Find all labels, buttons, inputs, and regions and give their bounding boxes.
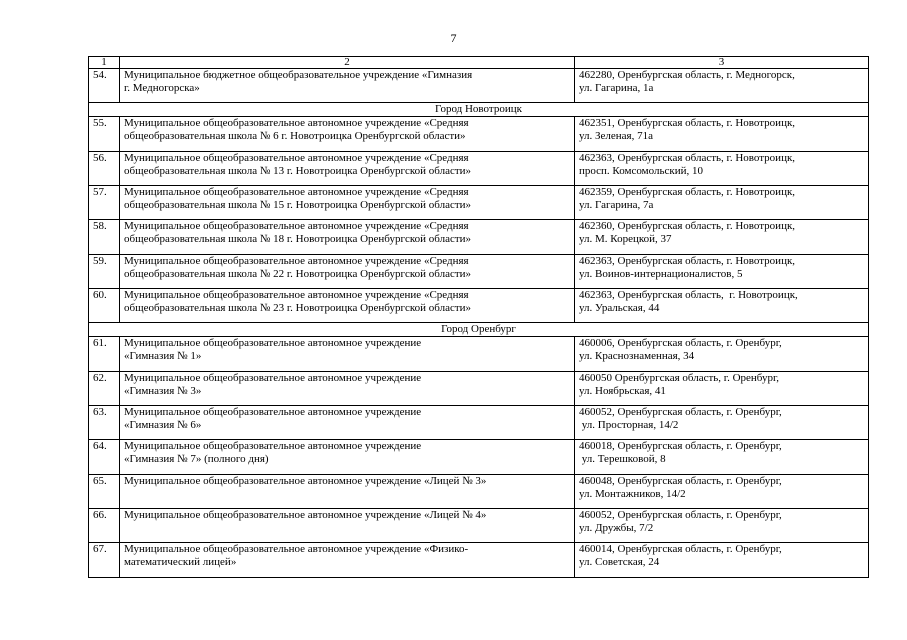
row-number: 60. [89, 289, 120, 323]
address-line: ул. Гагарина, 7а [579, 199, 654, 212]
institution-name-line: Муниципальное бюджетное общеобразовательное учреждение «Гимназия [124, 69, 473, 81]
address-line: 462280, Оренбургская область, г. Медногорск, [579, 69, 795, 81]
address-line: 460050 Оренбургская область, г. Оренбург, [579, 371, 779, 384]
address-line: ул. Советская, 24 [579, 556, 660, 569]
institution-name-line: Муниципальное общеобразовательное автономное учреждение [124, 406, 422, 419]
institution-name [120, 371, 575, 405]
row-number: 57. [89, 186, 120, 220]
institution-name [120, 151, 575, 185]
institution-name [120, 117, 575, 151]
address-line: 462351, Оренбургская область, г. Новотроицк, [579, 117, 796, 130]
institution-name [120, 509, 575, 543]
address-line: 460006, Оренбургская область, г. Оренбург, [579, 337, 782, 350]
institution-name-line: Муниципальное общеобразовательное автономное учреждение «Средняя [124, 151, 469, 164]
table-header-row [89, 57, 869, 69]
address-line: ул. Монтажников, 14/2 [579, 487, 686, 500]
institution-name-line: Муниципальное общеобразовательное автономное учреждение «Средняя [124, 254, 469, 267]
institution-address [575, 371, 869, 405]
row-number: 59. [89, 254, 120, 288]
institution-name-line: «Гимназия № 1» [124, 350, 202, 363]
institution-name [120, 474, 575, 508]
address-line: ул. Терешковой, 8 [579, 453, 666, 466]
institution-name [120, 220, 575, 254]
table-row [89, 220, 869, 254]
address-line: ул. Воинов-интернационалистов, 5 [579, 267, 743, 280]
address-line: ул. Краснознаменная, 34 [579, 350, 695, 363]
section-row [89, 323, 869, 337]
institution-address [575, 117, 869, 151]
institution-name-line: Муниципальное общеобразовательное автономное учреждение «Средняя [124, 289, 469, 302]
address-line: 460052, Оренбургская область, г. Оренбург, [579, 509, 782, 522]
address-line: ул. М. Корецкой, 37 [579, 233, 672, 246]
table-row [89, 254, 869, 288]
row-number: 63. [89, 406, 120, 440]
address-line: 460014, Оренбургская область, г. Оренбург, [579, 543, 782, 556]
institution-name [120, 254, 575, 288]
institution-name [120, 289, 575, 323]
address-line: 460048, Оренбургская область, г. Оренбург, [579, 474, 782, 487]
row-number: 67. [89, 543, 120, 578]
institution-name-line: г. Медногорска» [124, 82, 200, 94]
table-row [89, 69, 869, 103]
section-title: Город Оренбург [89, 323, 869, 337]
address-line: 462360, Оренбургская область, г. Новотроицк, [579, 220, 796, 233]
institution-name-line: «Гимназия № 3» [124, 384, 202, 397]
institution-name-line: Муниципальное общеобразовательное автономное учреждение «Средняя [124, 117, 469, 130]
institution-address [575, 440, 869, 474]
section-title: Город Новотроицк [89, 103, 869, 117]
institution-address [575, 151, 869, 185]
institution-name-line: общеобразовательная школа № 13 г. Новотроицка Оренбургской области» [124, 164, 472, 177]
header-col-3: 3 [575, 57, 869, 69]
row-number: 61. [89, 337, 120, 371]
institution-name-line: общеобразовательная школа № 23 г. Новотроицка Оренбургской области» [124, 302, 472, 315]
table-row [89, 117, 869, 151]
institution-name-line: математический лицей» [124, 556, 237, 569]
header-col-2: 2 [120, 57, 575, 69]
row-number: 55. [89, 117, 120, 151]
address-line: ул. Уральская, 44 [579, 302, 660, 315]
address-line: ул. Дружбы, 7/2 [579, 522, 654, 535]
institution-name-line: Муниципальное общеобразовательное автономное учреждение «Средняя [124, 186, 469, 199]
row-number: 62. [89, 371, 120, 405]
header-col-1: 1 [89, 57, 120, 69]
institution-name-line: Муниципальное общеобразовательное автономное учреждение «Лицей № 3» [124, 474, 487, 487]
address-line: ул. Гагарина, 1а [579, 82, 654, 94]
institution-address [575, 406, 869, 440]
institution-address [575, 69, 869, 103]
institution-name [120, 186, 575, 220]
table-row [89, 509, 869, 543]
address-line: просп. Комсомольский, 10 [579, 164, 703, 177]
institution-name-line: общеобразовательная школа № 6 г. Новотроицка Оренбургской области» [124, 130, 466, 143]
institution-address [575, 220, 869, 254]
institution-name-line: «Гимназия № 6» [124, 419, 202, 432]
institution-name-line: общеобразовательная школа № 22 г. Новотроицка Оренбургской области» [124, 267, 472, 280]
institution-name-line: Муниципальное общеобразовательное автономное учреждение «Лицей № 4» [124, 509, 487, 522]
institution-name [120, 406, 575, 440]
row-number: 65. [89, 474, 120, 508]
institution-name-line: Муниципальное общеобразовательное автономное учреждение [124, 337, 422, 350]
row-number: 66. [89, 509, 120, 543]
institution-address [575, 337, 869, 371]
table-row [89, 543, 869, 578]
address-line: 460018, Оренбургская область, г. Оренбург, [579, 440, 782, 453]
institution-name-line: Муниципальное общеобразовательное автономное учреждение «Физико- [124, 543, 469, 556]
address-line: 462363, Оренбургская область, г. Новотроицк, [579, 289, 798, 302]
institution-name [120, 543, 575, 578]
table-row [89, 371, 869, 405]
institution-name-line: Муниципальное общеобразовательное автономное учреждение «Средняя [124, 220, 469, 233]
row-number: 64. [89, 440, 120, 474]
institution-name [120, 440, 575, 474]
address-line: 462363, Оренбургская область, г. Новотроицк, [579, 151, 796, 164]
table-row [89, 151, 869, 185]
table-row [89, 474, 869, 508]
institution-name-line: «Гимназия № 7» (полного дня) [124, 453, 269, 466]
institution-address [575, 186, 869, 220]
row-number: 54. [89, 69, 120, 103]
address-line: ул. Просторная, 14/2 [579, 419, 679, 432]
institutions-table [88, 56, 869, 578]
institution-name [120, 337, 575, 371]
institution-name-line: общеобразовательная школа № 18 г. Новотроицка Оренбургской области» [124, 233, 472, 246]
section-row [89, 103, 869, 117]
address-line: 462363, Оренбургская область, г. Новотроицк, [579, 254, 796, 267]
row-number: 56. [89, 151, 120, 185]
table-row [89, 337, 869, 371]
institution-name-line: общеобразовательная школа № 15 г. Новотроицка Оренбургской области» [124, 199, 472, 212]
institution-name-line: Муниципальное общеобразовательное автономное учреждение [124, 440, 422, 453]
institution-address [575, 474, 869, 508]
address-line: 460052, Оренбургская область, г. Оренбург, [579, 406, 782, 419]
institution-name-line: Муниципальное общеобразовательное автономное учреждение [124, 371, 422, 384]
address-line: ул. Ноябрьская, 41 [579, 384, 666, 397]
page-number: 7 [450, 31, 457, 45]
table-row [89, 186, 869, 220]
institution-address [575, 509, 869, 543]
institution-address [575, 254, 869, 288]
address-line: ул. Зеленая, 71а [579, 130, 653, 143]
row-number: 58. [89, 220, 120, 254]
table-row [89, 406, 869, 440]
table-row [89, 289, 869, 323]
address-line: 462359, Оренбургская область, г. Новотроицк, [579, 186, 796, 199]
institution-name [120, 69, 575, 103]
institution-address [575, 289, 869, 323]
table-row [89, 440, 869, 474]
institution-address [575, 543, 869, 578]
